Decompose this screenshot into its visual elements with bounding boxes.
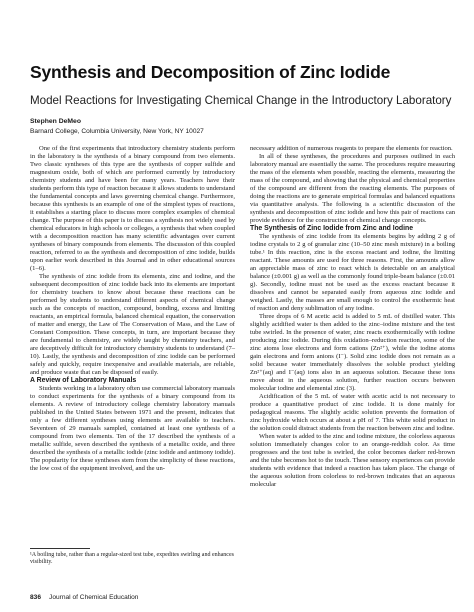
top-margin [0, 0, 474, 28]
author-affiliation: Barnard College, Columbia University, New York, NY 10027 [30, 128, 204, 135]
page-footer [30, 594, 138, 601]
author-name: Stephen DeMeo [30, 118, 81, 125]
paragraph: The synthesis of zinc iodide from its elements, zinc and iodine, and the subsequent decomposition of zinc iodide back into its elements are important for chemistry teachers to know about because these reactions can be performed by students to understand different aspects of chemical change such as the concepts of reaction, compound, bonding, excess and limiting reactants, an empirical formula, balanced chemical equation, the conservation of matter and energy, the Law of The Conservation of Mass, and the Law of Constant Composition. These concepts, in turn, are important because they are fundamental to chemistry, are widely taught by chemistry teachers, and are deceptively difficult for introductory chemistry students to understand (7–10). Lastly, the synthesis and decomposition of zinc iodide can be performed safely and quickly, require inexpensive and available materials, are reliable, and produce waste that can be disposed of easily. [30, 273, 235, 376]
paragraph: necessary addition of numerous reagents to prepare the elements for reaction. [250, 145, 453, 152]
paragraph: Acidification of the 5 mL of water with acetic acid is not necessary to produce a quantitative product of zinc iodide. It is done mainly for pedagogical reasons. The slightly acidic solution prevents the formation of zinc hydroxide which occurs at about a pH of 7. This white solid product in the solution could distract students from the reaction between zinc and iodine. [250, 393, 455, 432]
section-heading: A Review of Laboratory Manuals [30, 377, 137, 384]
article-title: Synthesis and Decomposition of Zinc Iodide [30, 62, 391, 82]
footnote: ¹A boiling tube, rather than a regular-sized test tube, expedites swirling and enhances visibility. [30, 552, 234, 566]
paragraph: In all of these syntheses, the procedures and purposes outlined in each laboratory manual are essentially the same. The procedures require measuring the mass of the elements when possible, reacting the elements, measuring the mass of the compound, and showing that the physical and chemical properties of the compound are different from the reacting elements. The purposes of doing the reactions are to generate empirical formulas and balanced equations via quantitative analysis. The following is a scientific discussion of the synthesis and decomposition of zinc iodide and how this pair of reactions can provide evidence for the construction of chemical change concepts. [250, 153, 455, 224]
paragraph: Students working in a laboratory often use commercial laboratory manuals to conduct experiments for the synthesis of a binary compound from its elements. A review of introductory college chemistry laboratory manuals published in the United States between 1971 and the present, indicates that only a few different syntheses using elements are available to teachers. Seventeen of 29 manuals sampled, contained at least one synthesis of a compound from two elements. Ten of the 17 described the synthesis of a metallic sulfide, seven described the synthesis of a metallic oxide, and three described the synthesis of a metallic iodide (zinc iodide and antimony iodide). The popularity for these syntheses stem from the simplicity of these reactions, the low cost of the equipment involved, and the un- [30, 385, 235, 472]
paragraph: The synthesis of zinc iodide from its elements begins by adding 2 g of iodine crystals to 2 g of granular zinc (10–50 zinc mesh mixture) in a boiling tube.¹ In this reaction, zinc is the excess reactant and iodine, the limiting reactant. These amounts are used for three reasons. First, the amounts allow an appreciable mass of zinc to react which is detectable on an analytical balance (±0.001 g) as well as the commonly found triple-beam balance (±0.01 g). Secondly, iodine must not be used as the excess reactant because it dissolves and cannot be separated easily from aqueous zinc iodide and weighed. Lastly, the masses are small enough to control the exothermic heat of reaction and deny sublimation of any iodine. [250, 233, 455, 312]
section-heading: The Synthesis of Zinc Iodide from Zinc and Iodine [250, 225, 414, 232]
journal-name: Journal of Chemical Education [49, 594, 139, 601]
paragraph: When water is added to the zinc and iodine mixture, the colorless aqueous solution immediately changes color to an orange-reddish color. As time progresses and the test tube is swirled, the color becomes darker red-brown and the tube becomes hot to the touch. These sensory experiences can provide students with evidence that indeed a reaction has taken place. The change of the aqueous solution from colorless to red-brown indicates that an aqueous molecular [250, 433, 455, 488]
page-number: 836 [30, 594, 42, 601]
footnote-rule [30, 548, 90, 549]
paragraph: Three drops of 6 M acetic acid is added to 5 mL of distilled water. This slightly acidified water is then added to the zinc–iodine mixture and the test tube swirled. In the presence of water, zinc reacts exothermically with iodine producing zinc iodide. During this oxidation–reduction reaction, some of the zinc atoms lose electrons and form cations (Zn²⁺), while the iodine atoms gain electrons and form anions (I⁻). Solid zinc iodide does not remain as a solid because water immediately dissolves the soluble product yielding Zn²⁺(aq) and I⁻(aq) ions also in an aqueous solution. Because these ions move about in the aqueous solution, further reaction occurs between molecular iodine and elemental zinc (3). [250, 313, 455, 392]
article-subtitle: Model Reactions for Investigating Chemical Change in the Introductory Laboratory [30, 94, 452, 107]
right-column [250, 145, 455, 489]
left-column [30, 145, 235, 473]
paragraph: One of the first experiments that introductory chemistry students perform in the laboratory is the synthesis of a binary compound from two elements. Two classic syntheses of this type are the synthesis of copper sulfide and magnesium oxide, both of which are performed currently by introductory chemistry students and have been for many years. Teachers have their students perform this type of reaction because it allows students to understand the fundamental concepts and laws governing chemical change. Furthermore, because this synthesis is an example of one of the simplest types of reactions, it establishes a starting place to discuss more complex examples of chemical change. The purpose of this paper is to discuss a synthesis not widely used by chemical educators in high schools or colleges, a synthesis that when coupled with a decomposition reaction has many scientific advantages over current syntheses of binary compounds from elements. The discussion of this coupled reaction, referred to as the synthesis and decomposition of zinc iodide, builds upon earlier work described in this Journal and in other educational sources (1–6). [30, 145, 235, 272]
